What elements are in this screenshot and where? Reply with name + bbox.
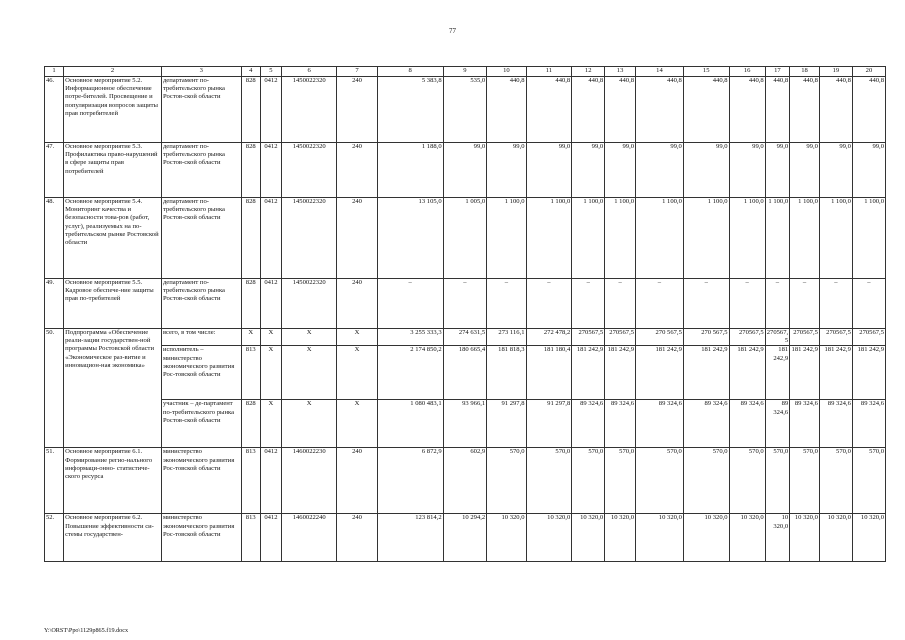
column-header: 7 (337, 67, 377, 77)
table-cell: 180 665,4 (443, 346, 487, 400)
table-cell: 99,0 (819, 143, 852, 198)
column-header: 19 (819, 67, 852, 77)
table-cell: 1 100,0 (790, 198, 820, 279)
table-cell: Х (260, 329, 281, 346)
column-header: 9 (443, 67, 487, 77)
table-cell: 535,0 (443, 77, 487, 143)
table-row (45, 198, 886, 279)
table-cell: 6 872,9 (377, 448, 443, 514)
table-cell: 181 242,9 (790, 346, 820, 400)
table-cell: 1 100,0 (487, 198, 526, 279)
table-cell: 570,0 (765, 448, 789, 514)
table-cell: 0412 (260, 77, 281, 143)
table-cell: – (636, 279, 684, 329)
table-cell: – (729, 279, 765, 329)
table-cell: 440,8 (852, 77, 885, 143)
table-cell: 570,0 (572, 448, 605, 514)
table-cell: 440,8 (819, 77, 852, 143)
table-row (45, 279, 886, 329)
table-cell: 1 080 483,1 (377, 400, 443, 448)
table-cell: 1450022320 (282, 143, 337, 198)
table-cell: 10 320,0 (636, 514, 684, 562)
table-cell: 181 242,9 (636, 346, 684, 400)
table-cell: 10 320,0 (605, 514, 636, 562)
table-cell: 813 (241, 346, 260, 400)
table-cell: 89 324,6 (852, 400, 885, 448)
footer-file-path: Y:\ORST\Ppo\1129p865.f19.docx (44, 627, 129, 634)
table-cell: 828 (241, 143, 260, 198)
table-cell: 1 100,0 (852, 198, 885, 279)
table-cell: министерство экономического развития Рос-товской области (161, 448, 241, 514)
table-cell: Х (337, 329, 377, 346)
table-row (45, 329, 886, 346)
table-cell: – (852, 279, 885, 329)
table-cell: 48. (45, 198, 64, 279)
table-cell: 99,0 (605, 143, 636, 198)
table-cell: 1 188,0 (377, 143, 443, 198)
table-cell: 181 242,9 (683, 346, 729, 400)
table-cell: 91 297,8 (526, 400, 572, 448)
table-header-row (45, 67, 886, 77)
table-cell: департамент по-требительского рынка Ростов-ской области (161, 143, 241, 198)
table-cell: департамент по-требительского рынка Ростов-ской области (161, 77, 241, 143)
column-header: 10 (487, 67, 526, 77)
table-cell: 93 966,1 (443, 400, 487, 448)
table-cell: – (819, 279, 852, 329)
table-cell: 270567,5 (729, 329, 765, 346)
column-header: 11 (526, 67, 572, 77)
table-row (45, 448, 886, 514)
table-cell: 181 242,9 (572, 346, 605, 400)
table-cell: 181 242,9 (605, 346, 636, 400)
table-cell: 0412 (260, 514, 281, 562)
table-cell: 813 (241, 514, 260, 562)
table-cell: 89 324,6 (729, 400, 765, 448)
table-cell: – (790, 279, 820, 329)
table-cell: 1 100,0 (683, 198, 729, 279)
table-cell: 828 (241, 279, 260, 329)
table-cell: 99,0 (683, 143, 729, 198)
table-cell: 270 567,5 (683, 329, 729, 346)
table-cell: 1 100,0 (729, 198, 765, 279)
table-cell: 99,0 (729, 143, 765, 198)
table-cell: 1450022320 (282, 198, 337, 279)
table-cell: Х (241, 329, 260, 346)
table-cell: 1 100,0 (605, 198, 636, 279)
table-cell: 440,8 (572, 77, 605, 143)
table-cell: – (443, 279, 487, 329)
table-cell: 570,0 (487, 448, 526, 514)
table-cell: Х (337, 400, 377, 448)
column-header: 16 (729, 67, 765, 77)
table-cell: Х (282, 400, 337, 448)
column-header: 12 (572, 67, 605, 77)
table-cell: 240 (337, 198, 377, 279)
table-cell: – (377, 279, 443, 329)
table-cell: 181 242,9 (819, 346, 852, 400)
table-cell: 272 478,2 (526, 329, 572, 346)
table-cell: 181 180,4 (526, 346, 572, 400)
column-header: 13 (605, 67, 636, 77)
table-cell: 440,8 (636, 77, 684, 143)
table-cell: 1450022320 (282, 77, 337, 143)
table-cell: 89 324,6 (636, 400, 684, 448)
table-cell: Х (282, 346, 337, 400)
table-cell: – (487, 279, 526, 329)
table-cell: 10 320,0 (819, 514, 852, 562)
table-cell: 570,0 (790, 448, 820, 514)
table-cell: 181 818,3 (487, 346, 526, 400)
table-cell: 5 383,8 (377, 77, 443, 143)
table-cell: 828 (241, 77, 260, 143)
table-cell: 47. (45, 143, 64, 198)
table-cell: 240 (337, 279, 377, 329)
table-cell: 570,0 (729, 448, 765, 514)
table-cell: 99,0 (526, 143, 572, 198)
table-cell: 10 320,0 (729, 514, 765, 562)
table-cell: 52. (45, 514, 64, 562)
table-row (45, 346, 886, 400)
table-cell: 99,0 (852, 143, 885, 198)
table-cell: 0412 (260, 198, 281, 279)
table-cell: 91 297,8 (487, 400, 526, 448)
table-cell: 570,0 (683, 448, 729, 514)
table-cell: 270567,5 (852, 329, 885, 346)
table-cell: Подпрограмма «Обеспечение реали-зации государствен-ной программы Ростовской области «Экономическое раз-витие и инновацион-ная экономика» (64, 329, 162, 448)
table-cell: 3 255 333,3 (377, 329, 443, 346)
table-cell: 440,8 (487, 77, 526, 143)
table-cell: 99,0 (487, 143, 526, 198)
column-header: 8 (377, 67, 443, 77)
table-cell: 89 324,6 (605, 400, 636, 448)
column-header: 5 (260, 67, 281, 77)
table-cell: 181 242,9 (765, 346, 789, 400)
column-header: 3 (161, 67, 241, 77)
table-cell: 10 320,0 (765, 514, 789, 562)
table-cell: 13 105,0 (377, 198, 443, 279)
table-cell: Х (260, 400, 281, 448)
table-cell: 89 324,6 (572, 400, 605, 448)
column-header: 17 (765, 67, 789, 77)
table-cell: 570,0 (605, 448, 636, 514)
table-cell: 1 100,0 (572, 198, 605, 279)
table-cell: департамент по-требительского рынка Ростов-ской области (161, 279, 241, 329)
table-cell: 270567,5 (819, 329, 852, 346)
column-header: 14 (636, 67, 684, 77)
column-header: 1 (45, 67, 64, 77)
table-cell: 123 814,2 (377, 514, 443, 562)
table-cell: 440,8 (683, 77, 729, 143)
table-cell: 99,0 (636, 143, 684, 198)
column-header: 15 (683, 67, 729, 77)
table-cell: 440,8 (790, 77, 820, 143)
table-cell: 273 116,1 (487, 329, 526, 346)
table-cell: 49. (45, 279, 64, 329)
table-cell: – (683, 279, 729, 329)
table-cell: 240 (337, 448, 377, 514)
table-cell: 50. (45, 329, 64, 448)
budget-table (44, 66, 886, 562)
table-cell: 270567,5 (605, 329, 636, 346)
table-cell: 1 100,0 (819, 198, 852, 279)
table-cell: 10 294,2 (443, 514, 487, 562)
table-cell: всего, в том числе: (161, 329, 241, 346)
table-cell: 1 100,0 (765, 198, 789, 279)
table-cell: Основное мероприятие 6.2. Повышение эффективности си-стемы государствен- (64, 514, 162, 562)
table-cell: 10 320,0 (683, 514, 729, 562)
table-cell: 602,9 (443, 448, 487, 514)
table-cell: 99,0 (572, 143, 605, 198)
table-cell: – (605, 279, 636, 329)
table-cell: 270567,5 (766, 329, 789, 345)
table-cell: 10 320,0 (790, 514, 820, 562)
table-cell: исполнитель – министерство экономического развития Рос-товской области (161, 346, 241, 400)
table-cell: 570,0 (852, 448, 885, 514)
table-cell: 440,8 (765, 77, 789, 143)
table-cell: 440,8 (605, 77, 636, 143)
table-cell: участник – де-партамент по-требительского рынка Ростов-ской области (161, 400, 241, 448)
table-cell: 99,0 (790, 143, 820, 198)
column-header: 18 (790, 67, 820, 77)
column-header: 4 (241, 67, 260, 77)
table-cell: Х (282, 329, 337, 346)
table-cell: 570,0 (636, 448, 684, 514)
table-cell: 270567,5 (572, 329, 605, 346)
table-cell: Основное мероприятие 6.1. Формирование регио-нального информаци-онно- статистиче-ского ресурса (64, 448, 162, 514)
table-cell: департамент по-требительского рынка Ростов-ской области (161, 198, 241, 279)
table-cell: 1 100,0 (636, 198, 684, 279)
table-row (45, 77, 886, 143)
table-cell: – (526, 279, 572, 329)
table-cell: 10 320,0 (572, 514, 605, 562)
table-cell: 46. (45, 77, 64, 143)
table-cell: 270567,5 (790, 329, 820, 346)
table-cell: 10 320,0 (487, 514, 526, 562)
table-row (45, 143, 886, 198)
table-cell: 274 631,5 (443, 329, 487, 346)
table-cell: 240 (337, 143, 377, 198)
table-cell: – (572, 279, 605, 329)
table-cell: 1 100,0 (526, 198, 572, 279)
table-cell: Основное мероприятие 5.3. Профилактика право-нарушений в сфере защиты прав потребителей (64, 143, 162, 198)
column-header: 6 (282, 67, 337, 77)
table-cell: Основное мероприятие 5.2. Информационное обеспечение потре-бителей. Просвещение и популяризация вопросов защиты прав потребителей (64, 77, 162, 143)
page-number: 77 (449, 27, 456, 35)
table-row (45, 514, 886, 562)
table-cell: 89 324,6 (683, 400, 729, 448)
table-cell: 570,0 (526, 448, 572, 514)
table-cell: Х (337, 346, 377, 400)
table-cell: 89 324,6 (790, 400, 820, 448)
table-cell: 10 320,0 (526, 514, 572, 562)
table-cell: 828 (241, 198, 260, 279)
table-row (45, 400, 886, 448)
table-cell: – (765, 279, 789, 329)
column-header: 20 (852, 67, 885, 77)
table-cell: Основное мероприятие 5.5. Кадровое обеспече-ние защиты прав по-требителей (64, 279, 162, 329)
table-cell: 1 005,0 (443, 198, 487, 279)
table-cell: 99,0 (765, 143, 789, 198)
table-cell: 813 (241, 448, 260, 514)
table-cell: 10 320,0 (852, 514, 885, 562)
table-cell: 1460022240 (282, 514, 337, 562)
table-cell: 181 242,9 (852, 346, 885, 400)
table-cell: министерство экономического развития Рос-товской области (161, 514, 241, 562)
table-cell: 51. (45, 448, 64, 514)
table-cell: 0412 (260, 448, 281, 514)
table-cell: 99,0 (443, 143, 487, 198)
table-cell: 570,0 (819, 448, 852, 514)
table-cell: 89 324,6 (819, 400, 852, 448)
table-cell: 181 242,9 (729, 346, 765, 400)
table-cell: 89 324,6 (765, 400, 789, 448)
table-cell: 1460022230 (282, 448, 337, 514)
table-cell: 828 (241, 400, 260, 448)
table-cell: 240 (337, 77, 377, 143)
table-cell: 440,8 (729, 77, 765, 143)
table-cell: 440,8 (526, 77, 572, 143)
table-cell: Х (260, 346, 281, 400)
table-cell: 0412 (260, 279, 281, 329)
table-cell: Основное мероприятие 5.4. Мониторинг качества и безопасности това-ров (работ, услуг), реализуемых на по-требительском рынке Ростовской области (64, 198, 162, 279)
column-header: 2 (64, 67, 162, 77)
table-cell: 240 (337, 514, 377, 562)
table-cell: 1450022320 (282, 279, 337, 329)
table-cell: 270 567,5 (636, 329, 684, 346)
table-cell: 2 174 850,2 (377, 346, 443, 400)
table-cell: 0412 (260, 143, 281, 198)
